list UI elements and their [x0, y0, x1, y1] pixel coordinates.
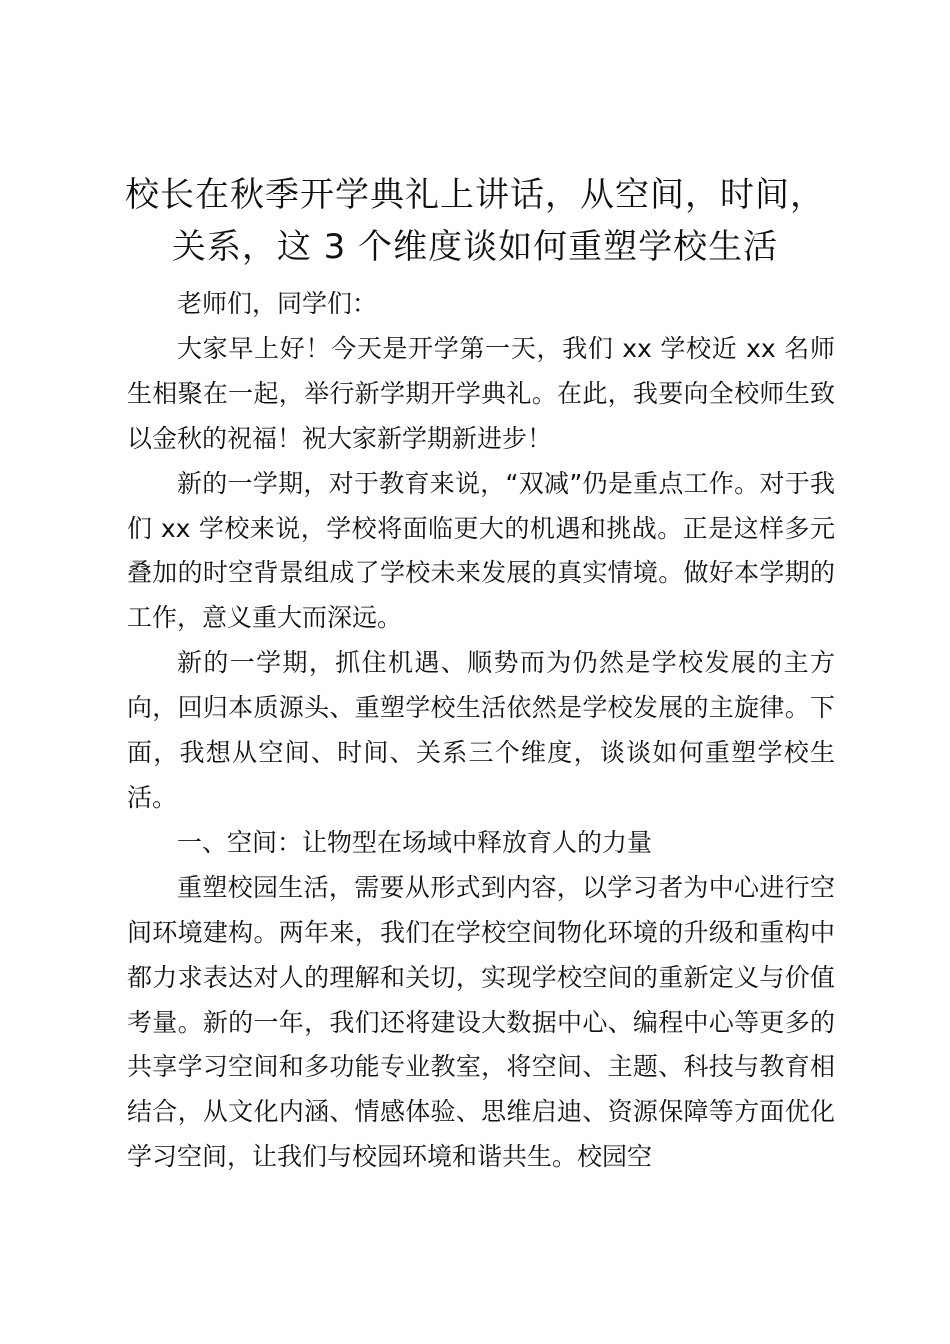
body-paragraph: 新的一学期，抓住机遇、顺势而为仍然是学校发展的主方向，回归本质源头、重塑学校生活依然是学校发展的主旋律。下面，我想从空间、时间、关系三个维度，谈谈如何重塑学校生活。 [127, 648, 835, 812]
section-heading: 一、空间：让物型在场域中释放育人的力量 [177, 827, 653, 857]
salutation-paragraph: 老师们，同学们： [177, 289, 378, 318]
document-title-line-1: 校长在秋季开学典礼上讲话，从空间，时间， [125, 175, 825, 215]
document-body [127, 282, 835, 1180]
greeting-paragraph: 大家早上好！今天是开学第一天，我们 xx 学校近 xx 名师生相聚在一起，举行新学期开学典礼。在此，我要向全校师生致以金秋的祝福！祝大家新学期新进步！ [127, 333, 835, 453]
document-title-line-2: 关系，这 3 个维度谈如何重塑学校生活 [171, 227, 779, 267]
body-paragraph: 新的一学期，对于教育来说，“双减”仍是重点工作。对于我们 xx 学校来说，学校将面临更大的机遇和挑战。正是这样多元叠加的时空背景组成了学校未来发展的真实情境。做好本学期的工作，意义重大而深远。 [127, 468, 835, 633]
body-paragraph: 重塑校园生活，需要从形式到内容，以学习者为中心进行空间环境建构。两年来，我们在学校空间物化环境的升级和重构中都力求表达对人的理解和关切，实现学校空间的重新定义与价值考量。新的一年，我们还将建设大数据中心、编程中心等更多的共享学习空间和多功能专业教室，将空间、主题、科技与教育相结合，从文化内涵、情感体验、思维启迪、资源保障等方面优化学习空间，让我们与校园环境和谐共生。校园空 [127, 872, 835, 1172]
